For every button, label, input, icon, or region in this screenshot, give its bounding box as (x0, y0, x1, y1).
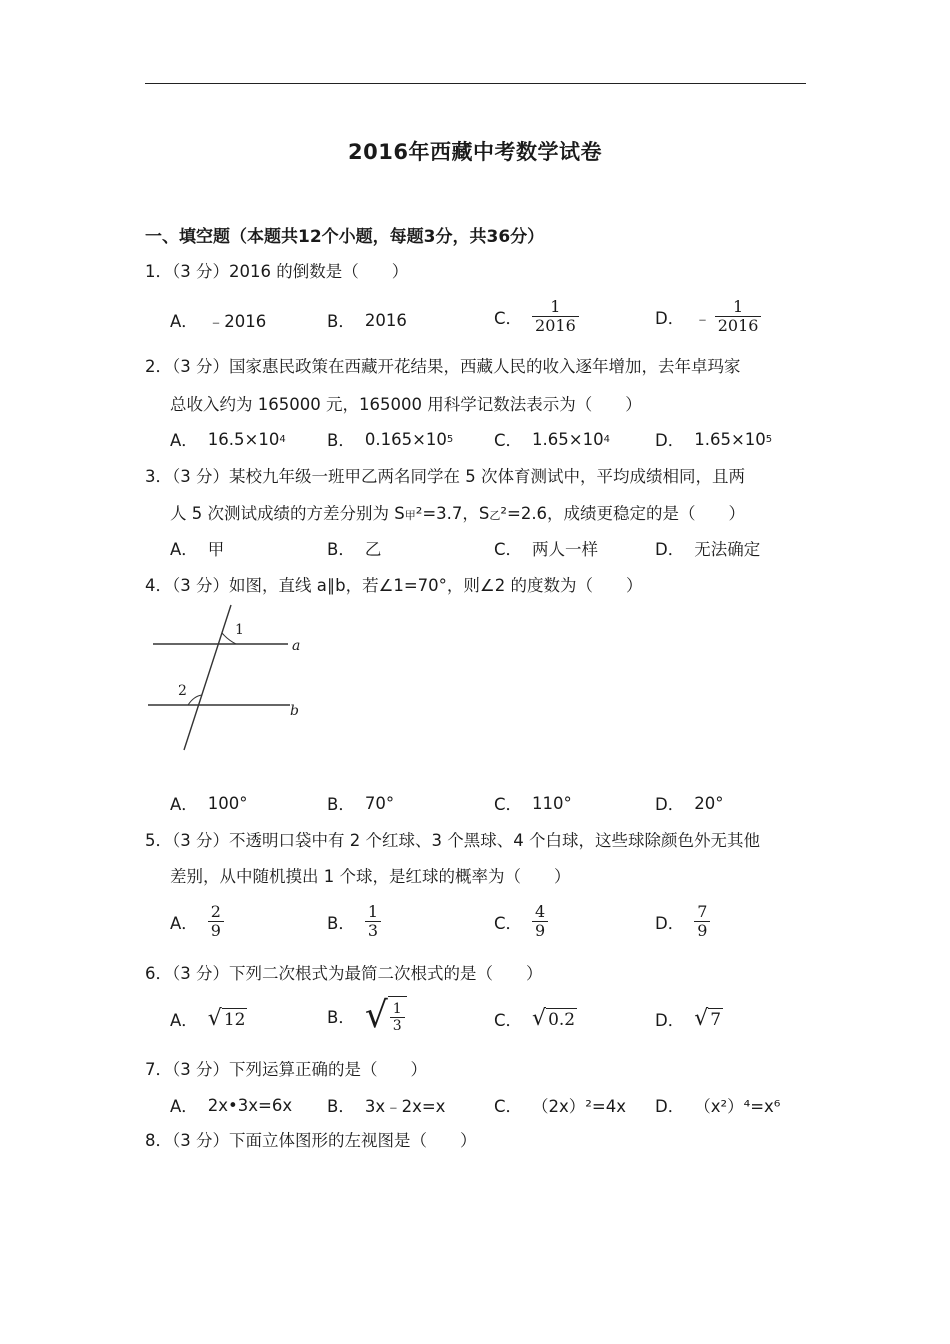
option-text: 2016 (364, 310, 407, 330)
q7-option-c (494, 1093, 626, 1117)
option-label: B． (327, 312, 355, 331)
option-label: C． (494, 540, 523, 559)
option-text: 0.165×10 (364, 429, 447, 449)
option-text: 16.5×10 (207, 429, 280, 449)
question-5-stem-line1: 5．（3 分）不透明口袋中有 2 个红球、3 个黑球、4 个白球，这些球除颜色外无其他 (145, 831, 760, 850)
q7-option-a (170, 1093, 292, 1117)
q5-option-a (170, 903, 224, 940)
q6-option-b (327, 996, 407, 1036)
option-label: B． (327, 1008, 355, 1027)
angle-1-arc (222, 633, 236, 644)
radical-sign: √ (207, 1005, 222, 1031)
radical-sign: √ (364, 995, 388, 1036)
option-text: 3x﹣2x=x (364, 1097, 446, 1116)
option-text: 甲 (207, 540, 225, 559)
option-label: C． (494, 431, 523, 450)
subscript: 乙 (489, 509, 501, 522)
option-text: 1.65×10 (532, 429, 604, 449)
stem-text: ²=3.7，S (415, 504, 490, 523)
option-label: D． (655, 913, 685, 933)
question-3-stem-line2 (170, 500, 745, 524)
radical-sign: √ (694, 1005, 709, 1031)
question-1-stem: 1．（3 分）2016 的倒数是（ ） (145, 262, 409, 281)
option-label: A． (170, 540, 198, 559)
option-label: D． (655, 1011, 685, 1030)
q6-option-d (655, 1007, 723, 1031)
q6-option-a (170, 1007, 247, 1031)
square-root (694, 1005, 723, 1031)
fraction (694, 903, 710, 940)
q5-option-c (494, 903, 548, 940)
option-text: 100° (207, 793, 248, 813)
q2-option-d (655, 427, 772, 451)
option-label: B． (327, 431, 355, 450)
fraction (715, 298, 762, 335)
question-7-stem: 7．（3 分）下列运算正确的是（ ） (145, 1060, 427, 1079)
radicand (388, 996, 407, 1036)
option-label: A． (170, 312, 198, 331)
option-text: 70° (364, 793, 395, 813)
exponent: 5 (765, 433, 773, 445)
q2-option-b (327, 427, 453, 451)
angle-1-label: 1 (235, 622, 244, 638)
stem-text: ²=2.6，成绩更稳定的是（ ） (500, 504, 746, 523)
option-text: 2x•3x=6x (207, 1095, 293, 1115)
q7-option-b (327, 1093, 445, 1117)
option-text: （x²）⁴=x⁶ (694, 1097, 781, 1116)
denominator: 3 (390, 1017, 405, 1034)
section-heading: 一、填空题（本题共12个小题，每题3分，共36分） (145, 227, 545, 247)
denominator: 2016 (532, 316, 579, 335)
q7-option-d (655, 1093, 780, 1117)
option-text: 1.65×10 (694, 429, 766, 449)
denominator: 9 (532, 921, 548, 940)
denominator: 9 (208, 921, 224, 940)
question-3-stem-line1: 3．（3 分）某校九年级一班甲乙两名同学在 5 次体育测试中，平均成绩相同，且两 (145, 467, 745, 486)
transversal-line (184, 605, 231, 750)
stem-text: 人 5 次测试成绩的方差分别为 S (170, 504, 405, 523)
option-label: A． (170, 1011, 198, 1030)
fraction (532, 903, 548, 940)
denominator: 3 (365, 921, 381, 940)
q1-option-d (655, 298, 761, 335)
option-label: D． (655, 431, 685, 450)
radical-sign: √ (532, 1005, 547, 1031)
q1-option-c (494, 298, 579, 335)
option-label: D． (655, 308, 685, 328)
option-label: C． (494, 1097, 523, 1116)
option-label: B． (327, 795, 355, 814)
option-label: C． (494, 1011, 523, 1030)
page-title: 2016年西藏中考数学试卷 (348, 140, 602, 164)
radicand: 12 (223, 1009, 246, 1030)
option-label: A． (170, 431, 198, 450)
option-label: C． (494, 795, 523, 814)
q4-option-d (655, 791, 723, 815)
line-b-label: b (290, 703, 299, 719)
minus-sign: ﹣ (694, 308, 711, 328)
square-root (532, 1005, 577, 1031)
numerator: 1 (367, 902, 379, 921)
square-root (365, 996, 407, 1036)
option-label: D． (655, 540, 685, 559)
q4-option-b (327, 791, 394, 815)
option-label: A． (170, 913, 198, 933)
q1-option-a (170, 308, 266, 332)
line-a-label: a (292, 638, 301, 654)
option-label: C． (494, 913, 523, 933)
numerator: 1 (732, 297, 744, 316)
q3-option-b (327, 536, 381, 560)
q4-option-c (494, 791, 572, 815)
q6-option-c (494, 1007, 577, 1031)
option-text: 两人一样 (532, 540, 599, 559)
option-label: D． (655, 795, 685, 814)
question-2-stem-line2: 总收入约为 165000 元，165000 用科学记数法表示为（ ） (170, 395, 642, 414)
fraction (390, 1001, 405, 1034)
question-8-stem: 8．（3 分）下面立体图形的左视图是（ ） (145, 1131, 477, 1150)
numerator: 2 (210, 902, 221, 921)
option-label: A． (170, 795, 198, 814)
exponent: 4 (603, 433, 610, 445)
option-label: A． (170, 1097, 198, 1116)
option-label: D． (655, 1097, 685, 1116)
q4-option-a (170, 791, 248, 815)
q5-option-b (327, 903, 381, 940)
question-6-stem: 6．（3 分）下列二次根式为最简二次根式的是（ ） (145, 964, 543, 983)
option-label: C． (494, 308, 523, 328)
q3-option-a (170, 536, 224, 560)
q2-option-a (170, 427, 286, 451)
numerator: 1 (392, 1001, 402, 1017)
question-2-stem-line1: 2．（3 分）国家惠民政策在西藏开花结果，西藏人民的收入逐年增加，去年卓玛家 (145, 357, 741, 376)
fraction (532, 298, 579, 335)
option-text: 110° (532, 793, 572, 813)
question-5-stem-line2: 差别，从中随机摸出 1 个球，是红球的概率为（ ） (170, 867, 571, 886)
q1-option-b (327, 308, 407, 332)
header-rule (145, 83, 806, 84)
exponent: 5 (446, 433, 454, 445)
option-text: （2x）²=4x (532, 1097, 626, 1116)
fraction (365, 903, 381, 940)
option-text: 乙 (364, 540, 382, 559)
q3-option-d (655, 536, 760, 560)
square-root (207, 1005, 248, 1031)
option-text: ﹣2016 (207, 312, 267, 331)
q5-option-d (655, 903, 710, 940)
denominator: 9 (694, 921, 710, 940)
denominator: 2016 (715, 316, 762, 335)
numerator: 4 (535, 902, 546, 921)
option-text: 无法确定 (694, 540, 761, 559)
angle-2-label: 2 (178, 683, 187, 699)
option-label: B． (327, 540, 355, 559)
option-text: 20° (694, 793, 724, 813)
q3-option-c (494, 536, 598, 560)
question-4-stem: 4．（3 分）如图，直线 a∥b，若∠1=70°，则∠2 的度数为（ ） (145, 576, 643, 595)
exponent: 4 (279, 433, 286, 445)
numerator: 1 (550, 297, 561, 316)
fraction (208, 903, 224, 940)
option-label: B． (327, 913, 355, 933)
q2-option-c (494, 427, 610, 451)
numerator: 7 (697, 902, 708, 921)
radicand: 0.2 (548, 1009, 576, 1030)
subscript: 甲 (404, 509, 416, 522)
radicand: 7 (710, 1009, 722, 1030)
option-label: B． (327, 1097, 355, 1116)
parallel-lines-figure (140, 600, 320, 760)
